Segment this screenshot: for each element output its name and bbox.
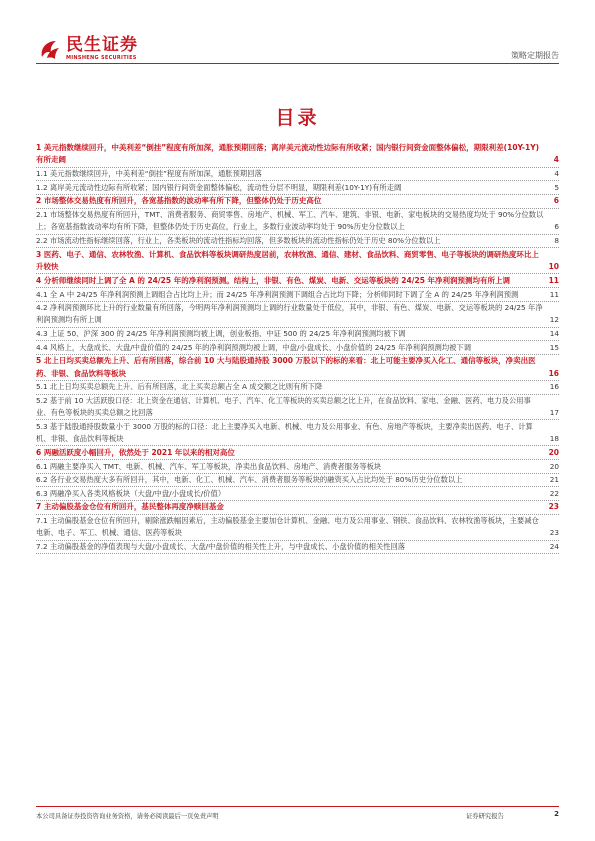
toc-entry-page: 6 bbox=[552, 195, 559, 207]
toc-entry-text: 7 主动偏股基金仓位有所回升，基民整体再度净赎回基金 bbox=[36, 502, 224, 512]
toc-entry-page: 12 bbox=[548, 314, 559, 326]
toc-entry-page: 24 bbox=[548, 541, 559, 553]
toc-entry-text: 6.3 两融净买入各类风格板块（大盘/中盘/小盘成长/价值） bbox=[36, 488, 226, 498]
toc-entry-page: 18 bbox=[548, 433, 559, 445]
toc-entry-page: 14 bbox=[548, 328, 559, 340]
toc-subsection-link[interactable] bbox=[36, 302, 559, 327]
toc-subsection-link[interactable] bbox=[36, 168, 559, 181]
toc-entry-page: 20 bbox=[547, 447, 559, 459]
minsheng-logo-icon bbox=[38, 37, 62, 61]
toc-entry-page: 11 bbox=[547, 275, 559, 287]
toc-entry-text: 5.3 基于陆股通持股数量小于 3000 万股的标的口径：北上主要净买入电新、机械、电力及公用事业、有色、房地产等板块，主要净卖出医药、电子、计算机、非银、食品饮料等板块 bbox=[36, 421, 533, 444]
toc-section-link[interactable] bbox=[36, 501, 559, 514]
toc-section-link[interactable] bbox=[36, 275, 559, 288]
footer-disclaimer: 本公司具备证券投资咨询业务资格，请务必阅读最后一页免责声明 bbox=[36, 813, 219, 820]
toc-subsection-link[interactable] bbox=[36, 421, 559, 446]
toc-subsection-link[interactable] bbox=[36, 474, 559, 487]
toc-entry-page: 6 bbox=[552, 221, 559, 233]
toc-entry-page: 11 bbox=[548, 289, 559, 301]
toc-subsection-link[interactable] bbox=[36, 209, 559, 234]
toc-subsection-link[interactable] bbox=[36, 235, 559, 248]
toc-entry-text: 2 市场整体交易热度有所回升，各宽基指数的波动率有所下降，但整体仍处于历史高位 bbox=[36, 196, 322, 206]
toc-entry-text: 4.3 上证 50、沪深 300 的 24/25 年净利润预测均被上调，创业板指、中证 500 的 24/25 年净利润预测均被下调 bbox=[36, 329, 406, 339]
toc-entry-text: 5 北上日均买卖总额先上升、后有所回落，综合前 10 大与陆股通持股 3000 万股以下的标的来看：北上可能主要净买入化工、通信等板块，净卖出医药、非银、食品饮料等板块 bbox=[36, 356, 536, 378]
toc-entry-text: 2.2 市场流动性指标继续回落，行业上，各类板块的流动性指标均回落，但多数板块的流动性指标仍处于历史 80%分位数以上 bbox=[36, 236, 441, 246]
toc-subsection-link[interactable] bbox=[36, 395, 559, 420]
logo-brand-en: MINSHENG SECURITIES bbox=[66, 55, 137, 61]
toc-entry-text: 1.2 离岸美元流动性边际有所收紧；国内银行间资金面整体偏松，流动性分层不明显，期限利差(10Y-1Y)有所走阔 bbox=[36, 182, 402, 192]
toc-entry-page: 20 bbox=[548, 461, 559, 473]
toc-entry-page: 22 bbox=[548, 488, 559, 500]
toc-section-link[interactable] bbox=[36, 142, 559, 168]
toc-entry-page: 23 bbox=[547, 501, 559, 513]
toc-entry-text: 1 美元指数继续回升，中美利差“倒挂”程度有所加深，通胀预期回落；离岸美元流动性边际有所收紧；国内银行间资金面整体偏松，期限利差(10Y-1Y)有所走阔 bbox=[36, 143, 540, 165]
toc-subsection-link[interactable] bbox=[36, 488, 559, 501]
toc-subsection-link[interactable] bbox=[36, 289, 559, 302]
toc-section-link[interactable] bbox=[36, 355, 559, 381]
toc-entry-text: 4 分析师继续同时上调了全 A 的 24/25 年的净利润预测。结构上，非银、有色、煤炭、电新、交运等板块的 24/25 年净利润预测均有所上调 bbox=[36, 275, 511, 285]
toc-entry-page: 16 bbox=[548, 381, 559, 393]
toc-entry-text: 5.2 基于前 10 大活跃股口径：北上资金在通信、计算机、电子、汽车、化工等板块的买卖总额之比上升，在食品饮料、家电、金融、医药、电力及公用事业、有色等板块的买卖总额之比回落 bbox=[36, 396, 531, 418]
toc-section-link[interactable] bbox=[36, 195, 559, 208]
toc-entry-text: 4.4 风格上，大盘成长、大盘/中盘价值的 24/25 年的净利润预测均被上调，中盘/小盘成长、小盘价值的 24/25 年净利润预测均被下调 bbox=[36, 342, 472, 352]
toc-subsection-link[interactable] bbox=[36, 342, 559, 355]
toc-entry-page: 5 bbox=[552, 182, 559, 194]
header-divider bbox=[36, 63, 559, 64]
toc-entry-text: 6.2 各行业交易热度大多有所回升，其中，电新、化工、机械、汽车、消费者服务等板块的融资买入占比均处于 80%历史分位数以上 bbox=[36, 475, 463, 485]
toc-entry-text: 3 医药、电子、通信、农林牧渔、计算机、食品饮料等板块调研热度居前，农林牧渔、通信、建材、食品饮料、商贸零售、电子等板块的调研热度环比上升较快 bbox=[36, 249, 539, 271]
toc-entry-text: 6 两融活跃度小幅回升，依然处于 2021 年以来的相对高位 bbox=[36, 447, 235, 457]
toc-entry-text: 4.1 全 A 中 24/25 年净利润预测上调组合占比均上升；而 24/25 年净利润预测下调组合占比均下降；分析师同时下调了全 A 的 24/25 年净利润预测 bbox=[36, 289, 519, 299]
toc-entry-page: 21 bbox=[548, 474, 559, 486]
toc-entry-text: 7.1 主动偏股基金仓位有所回升，剔除涨跌幅因素后，主动偏股基金主要加仓计算机、金融、电力及公用事业、钢铁、食品饮料、农林牧渔等板块，主要减仓电新、电子、军工、机械、通信、医药等板块 bbox=[36, 516, 539, 538]
toc-entry-text: 5.1 北上日均买卖总额先上升、后有所回落，北上买卖总额占全 A 成交额之比则有所下降 bbox=[36, 382, 323, 392]
toc-entry-page: 16 bbox=[547, 368, 559, 380]
toc-title: 目录 bbox=[275, 107, 320, 129]
toc-subsection-link[interactable] bbox=[36, 328, 559, 341]
footer-divider bbox=[36, 806, 559, 807]
toc-subsection-link[interactable] bbox=[36, 515, 559, 540]
toc-entry-text: 7.2 主动偏股基金的净值表现与大盘/小盘成长、大盘/中盘价值的相关性上升，与中盘成长、小盘价值的相关性回落 bbox=[36, 542, 406, 552]
toc-entry-page: 23 bbox=[548, 527, 559, 539]
page-header bbox=[0, 0, 595, 62]
toc-entry-text: 1.1 美元指数继续回升，中美利差“倒挂”程度有所加深，通胀预期回落 bbox=[36, 169, 262, 179]
footer-doc-type: 证券研究报告 bbox=[466, 813, 504, 820]
toc-entry-page: 4 bbox=[552, 154, 559, 166]
toc-entry-page: 17 bbox=[548, 407, 559, 419]
toc-entry-text: 2.1 市场整体交易热度有所回升，TMT、消费者服务、商贸零售、房地产、机械、军工、汽车、建筑、非银、电新、家电板块的交易热度均处于 90%分位数以上；各宽基指数波动率均有所下降，但整体仍处于历史高位，行业上，多数行业波动率均处于 90%历史分位数以上 bbox=[36, 210, 544, 232]
toc-entry-page: 4 bbox=[552, 168, 559, 180]
toc-subsection-link[interactable] bbox=[36, 381, 559, 394]
toc-section-link[interactable] bbox=[36, 447, 559, 460]
page-number: 2 bbox=[554, 810, 559, 818]
toc-entry-page: 15 bbox=[548, 342, 559, 354]
toc-subsection-link[interactable] bbox=[36, 182, 559, 195]
report-type-label: 策略定期报告 bbox=[511, 51, 559, 60]
toc-section-link[interactable] bbox=[36, 249, 559, 275]
toc-subsection-link[interactable] bbox=[36, 541, 559, 554]
table-of-contents bbox=[36, 142, 559, 555]
logo-brand-cn: 民生证券 bbox=[66, 35, 138, 55]
toc-subsection-link[interactable] bbox=[36, 461, 559, 474]
toc-entry-page: 8 bbox=[552, 235, 559, 247]
toc-entry-text: 4.2 净利润预测环比上升的行业数量有所回落，今明两年净利润预测均上调的行业数量处于低位，其中，非银、有色、煤炭、电新、交运等板块的 24/25 年净利润预测均有所上调 bbox=[36, 303, 543, 325]
toc-entry-page: 10 bbox=[547, 261, 559, 273]
toc-entry-text: 6.1 两融主要净买入 TMT、电新、机械、汽车、军工等板块，净卖出食品饮料、房地产、消费者服务等板块 bbox=[36, 461, 382, 471]
